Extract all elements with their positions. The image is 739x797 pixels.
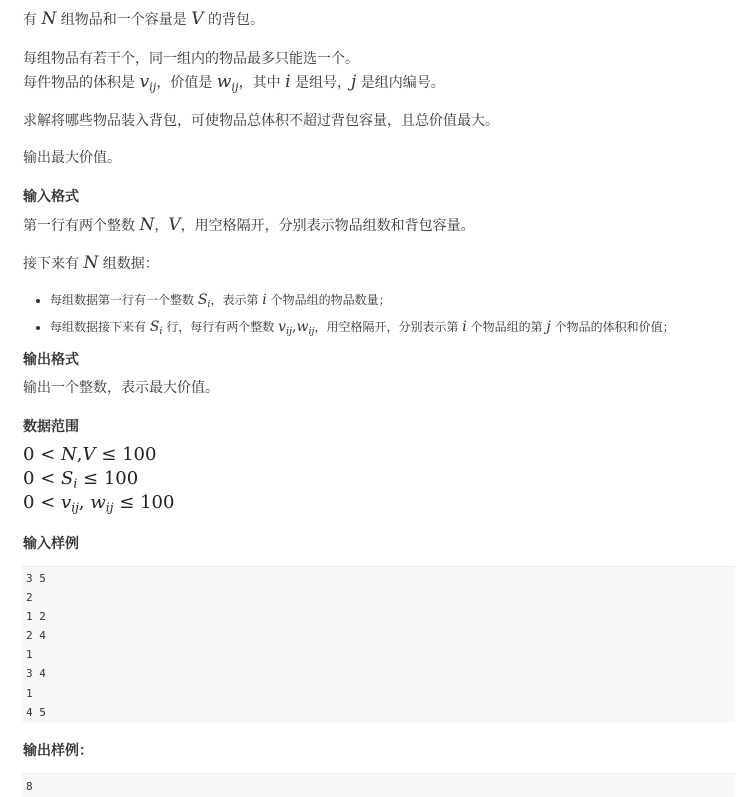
var-w-ij: $w_{ij}$ xyxy=(216,72,239,94)
range-formula-1: 0 < N,V ≤ 100 xyxy=(23,444,157,465)
list-item: • 每组数据接下来有 $S_i$ 行，每行有两个整数 $v_{ij},w_{ij}$，用空格隔开，分别表示第 i 个物品组的第 j 个物品的体积和价值； xyxy=(50,316,675,343)
sample-output-heading: 输出样例： xyxy=(23,743,93,759)
var-i: i xyxy=(285,72,291,92)
range-formula-2: $0 < S_i \le 100$ xyxy=(23,468,139,491)
sample-output-code[interactable]: 8 xyxy=(22,773,735,797)
intro-line-3: 每件物品的体积是 $v_{ij}$，价值是 $w_{ij}$，其中 i 是组号，j 是组内编号。 xyxy=(23,72,445,94)
intro-line-5: 输出最大价值。 xyxy=(23,150,121,166)
range-formula-3: $0 < v_{ij}$, $w_{ij} \le 100$ xyxy=(23,492,175,515)
var-j: j xyxy=(350,72,357,92)
range-heading: 数据范围 xyxy=(23,419,79,435)
sample-input-code[interactable]: 3 5 2 1 2 2 4 1 3 4 1 4 5 xyxy=(22,566,735,723)
intro-line-2: 每组物品有若干个，同一组内的物品最多只能选一个。 xyxy=(23,51,359,67)
sample-input-heading: 输入样例 xyxy=(23,536,79,552)
output-format-heading: 输出格式 xyxy=(23,352,79,368)
input-format-heading: 输入格式 xyxy=(23,189,79,205)
intro-line-4: 求解将哪些物品装入背包，可使物品总体积不超过背包容量，且总价值最大。 xyxy=(23,113,499,129)
var-N: N xyxy=(83,253,99,273)
var-v-ij: $v_{ij}$ xyxy=(139,72,157,94)
intro-line-1: 有 N 组物品和一个容量是 V 的背包。 xyxy=(23,9,264,29)
var-N: N xyxy=(41,9,57,29)
output-format-text: 输出一个整数，表示最大价值。 xyxy=(23,380,219,396)
var-V: V xyxy=(191,9,204,29)
var-N: N xyxy=(139,215,155,235)
var-V: V xyxy=(168,215,181,235)
input-format-line-2: 接下来有 N 组数据： xyxy=(23,253,159,273)
input-format-line-1: 第一行有两个整数 N，V，用空格隔开，分别表示物品组数和背包容量。 xyxy=(23,215,475,235)
list-item: • 每组数据第一行有一个整数 $S_i$，表示第 i 个物品组的物品数量； xyxy=(50,289,675,316)
input-format-list xyxy=(0,289,675,343)
